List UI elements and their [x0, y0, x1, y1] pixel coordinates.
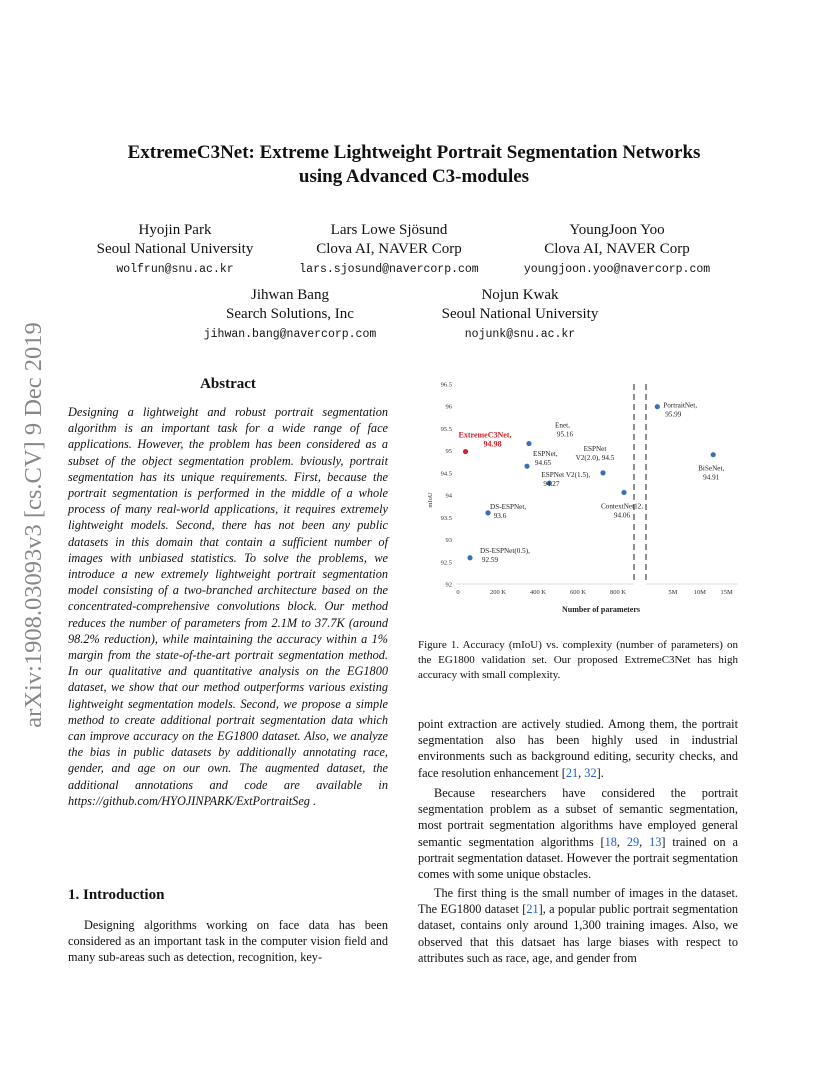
x-tick-label: 800 K: [609, 589, 627, 596]
text-run: ,: [616, 834, 627, 849]
citation-link[interactable]: 21: [526, 902, 539, 917]
data-value-label: 94.65: [534, 459, 552, 468]
data-label: DS-ESPNet,: [490, 502, 527, 511]
arxiv-identifier: [14, 290, 54, 760]
data-value-label: V2(2.0), 94.5: [575, 453, 615, 462]
data-value-label: 94.06: [613, 511, 631, 520]
citation-link[interactable]: 18: [604, 834, 617, 849]
x-axis-label: Number of parameters: [561, 605, 641, 614]
title-line-1: ExtremeC3Net: Extreme Lightweight Portrait Segmentation Networks: [127, 142, 701, 163]
x-tick-label: 15M: [720, 589, 733, 596]
author-email: youngjoon.yoo@navercorp.com: [523, 263, 711, 276]
author-name: YoungJoon Yoo: [569, 222, 665, 238]
data-label: ExtremeC3Net,: [458, 430, 512, 440]
citation-link[interactable]: 13: [649, 834, 662, 849]
data-point: [463, 449, 468, 454]
text-run: ].: [596, 765, 604, 780]
data-value-label: 94.27: [543, 480, 560, 489]
author-block-3: [506, 221, 728, 281]
y-tick-label: 96.5: [440, 381, 452, 389]
author-email: wolfrun@snu.ac.kr: [116, 263, 234, 276]
author-affiliation: Clova AI, NAVER Corp: [544, 241, 690, 257]
author-email: jihwan.bang@navercorp.com: [203, 328, 377, 341]
author-block-2: [284, 221, 494, 281]
data-label: ESPNet: [583, 444, 607, 453]
author-block-1: [75, 221, 275, 281]
text-run: Because researchers have considered the portrait segmentation problem as a subset of semantic segmentation, most portrait segmentation algorithms have employed general semantic segmentation algorithms [: [418, 786, 738, 849]
data-label: BiSeNet,: [698, 464, 725, 473]
data-value-label: 95.16: [556, 430, 574, 439]
citation-link[interactable]: 29: [626, 834, 640, 849]
data-point: [485, 510, 490, 515]
y-tick-label: 95: [445, 448, 452, 456]
y-tick-label: 94.5: [440, 470, 452, 478]
intro-paragraph: Designing algorithms working on face data has been considered as an important task in the computer vision field and many sub-areas such as detection, recognition, key-: [68, 918, 388, 965]
data-label: DS-ESPNet(0.5),: [480, 546, 530, 555]
arxiv-identifier-text: arXiv:1908.03093v3 [cs.CV] 9 Dec 2019: [20, 322, 47, 728]
author-name: Lars Lowe Sjösund: [330, 222, 448, 238]
author-email: nojunk@snu.ac.kr: [464, 328, 576, 341]
y-tick-label: 96: [445, 403, 452, 411]
data-point: [711, 452, 716, 457]
author-affiliation: Search Solutions, Inc: [226, 306, 354, 322]
right-paragraph-2: [418, 785, 738, 882]
title-line-2: using Advanced C3-modules: [298, 166, 530, 187]
y-tick-label: 93.5: [440, 514, 452, 522]
x-tick-label: 600 K: [569, 589, 587, 596]
data-point: [655, 404, 660, 409]
data-value-label: 94.91: [703, 473, 720, 482]
right-paragraph-1: [418, 716, 738, 781]
paper-title: [0, 141, 828, 189]
x-tick-label: 5M: [668, 589, 678, 596]
x-tick-label: 400 K: [529, 589, 547, 596]
citation-link[interactable]: 21: [565, 765, 579, 780]
data-point: [467, 555, 472, 560]
author-email: lars.sjosund@navercorp.com: [299, 263, 479, 276]
author-affiliation: Seoul National University: [441, 306, 599, 322]
text-run: ,: [639, 834, 650, 849]
abstract-heading: Abstract: [200, 376, 256, 392]
y-tick-label: 93: [445, 537, 452, 545]
data-value-label: 93.6: [493, 511, 507, 520]
y-tick-label: 95.5: [440, 425, 452, 433]
data-label: PortraitNet,: [663, 401, 698, 410]
x-tick-label: 10M: [693, 589, 706, 596]
figure-1-chart: [420, 378, 750, 618]
text-run: ] trained on a portrait segmentation dataset. However the portrait segmentation comes with some unique obstacles.: [418, 834, 738, 882]
y-tick-label: 94: [445, 492, 452, 500]
text-run: The first thing is the small number of images in the dataset. The EG1800 dataset [: [418, 886, 738, 917]
figure-caption: Figure 1. Accuracy (mIoU) vs. complexity (number of parameters) on the EG1800 validation set. Our proposed ExtremeC3Net has high accuracy with small complexity.: [418, 639, 738, 681]
data-value-label: 92.59: [481, 555, 499, 564]
author-affiliation: Seoul National University: [96, 241, 254, 257]
x-tick-label: 200 K: [489, 589, 507, 596]
y-axis-label: mIoU: [427, 492, 434, 508]
author-name: Hyojin Park: [138, 222, 212, 238]
data-point: [526, 441, 531, 446]
abstract-text: Designing a lightweight and robust portrait segmentation algorithm is an important task for a wide range of face applications. However, the problem has been considered as a subset of the object segmentation problem. bviously, portrait segmentation has its unique requirements. First, because the portrait segmentation is performed in the middle of a whole process of many real-world applications, it requires extremely lightweight models. Second, there has not been any public datasets in this domain that contain a sufficient number of images with unbiased statistics. To solve the problems, we introduce a new extremely lightweight portrait segmentation model consisting of a two-branched architecture based on the concentrated-comprehensive convolutions block. Our method reduces the number of parameters from 2.1M to 37.7K (around 98.2% reduction), while maintaining the accuracy within a 1% margin from the state-of-the-art portrait segmentation method. In our qualitative and quantitative analysis on the EG1800 dataset, we show that our method outperforms various existing lightweight segmentation models. Second, we propose a simple method to create additional portrait segmentation data which can improve accuracy on the EG1800 dataset. Also, we analyze the bias in public datasets by additionally annotating race, gender, and age on our own. The augmented dataset, the additional annotations and code are available in https://github.com/HYOJINPARK/ExtPortraitSeg .: [68, 405, 388, 808]
data-label: ESPNet,: [533, 450, 558, 459]
y-tick-label: 92.5: [440, 559, 452, 567]
right-paragraph-3: [418, 885, 738, 966]
citation-link[interactable]: 32: [584, 765, 597, 780]
y-tick-label: 92: [445, 581, 452, 589]
data-value-label: 94.98: [483, 439, 502, 449]
data-point: [600, 470, 605, 475]
author-name: Jihwan Bang: [251, 287, 329, 303]
author-block-5: [420, 286, 620, 346]
author-affiliation: Clova AI, NAVER Corp: [316, 241, 462, 257]
data-value-label: 95.99: [665, 410, 682, 419]
text-run: point extraction are actively studied. Among them, the portrait segmentation also has been highly used in industrial environments such as background editing, security checks, and face resolution enhancement [: [418, 717, 738, 780]
text-run: ,: [578, 765, 585, 780]
text-run: ], a popular public portrait segmentation dataset, contains only around 1,300 training images. Also, we observed that this datsaet has large biases with respect to attributes such as race, age, and gender from: [418, 902, 738, 965]
data-label: ContextNet12,: [600, 502, 644, 511]
data-label: ESPNet V2(1.5),: [541, 471, 591, 480]
x-tick-label: 0: [456, 589, 460, 596]
data-label: Enet,: [555, 421, 570, 430]
data-point: [524, 464, 529, 469]
author-block-4: [190, 286, 390, 346]
section-heading-introduction: 1. Introduction: [68, 887, 165, 903]
data-point: [621, 490, 626, 495]
author-name: Nojun Kwak: [481, 287, 559, 303]
